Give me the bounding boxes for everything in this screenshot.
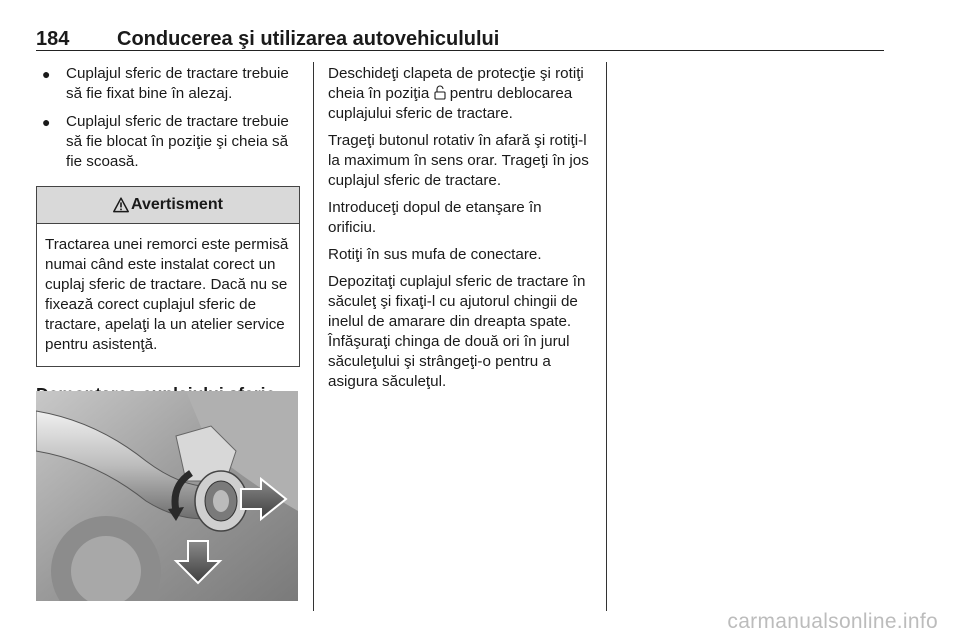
warning-text: Tractarea unei remorci este permisă numai când este instalat corect un cuplaj sferic de tractare. Dacă nu se fixează corect cuplajul sferic de tractare, apelaţi la un atelier service pentru asistenţă. bbox=[45, 236, 289, 353]
towbar-removal-illustration bbox=[36, 391, 298, 601]
column-divider-left bbox=[313, 62, 314, 611]
bullet-dot-icon: ● bbox=[42, 66, 51, 82]
instruction-paragraph: Introduceţi dopul de etanşare în orificiu. bbox=[328, 199, 542, 236]
instruction-paragraph: Depozitaţi cuplajul sferic de tractare în săculeţ şi fixaţi-l cu ajutorul chingii de inelul de amarare din dreapta spate. Înfăşuraţi chinga de două ori în jurul săculeţului şi strângeţi-o pentru a asigura săculeţul. bbox=[328, 273, 586, 390]
warning-title: Avertisment bbox=[131, 196, 223, 213]
bullet-dot-icon: ● bbox=[42, 114, 51, 130]
column-divider-right bbox=[606, 62, 607, 611]
chapter-title: Conducerea şi utilizarea autovehiculului bbox=[117, 28, 500, 50]
instruction-text: pentru deblocarea cuplajului sferic de tractare. bbox=[328, 85, 573, 122]
watermark: carmanualsonline.info bbox=[727, 610, 938, 633]
page-number: 184 bbox=[36, 28, 70, 50]
instruction-paragraph bbox=[328, 64, 592, 124]
bullet-item bbox=[36, 64, 300, 104]
instruction-text: Deschideţi clapeta de protecţie şi rotiţi cheia în poziţia bbox=[328, 65, 584, 102]
right-column bbox=[328, 64, 592, 399]
bullet-text: Cuplajul sferic de tractare trebuie să fie blocat în poziţie şi cheia să fie scoasă. bbox=[66, 113, 289, 170]
instruction-paragraph: Trageţi butonul rotativ în afară şi rotiţi-l la maximum în sens orar. Trageţi în jos cuplajul sferic de tractare. bbox=[328, 132, 589, 189]
page-header bbox=[36, 8, 884, 51]
warning-triangle-icon bbox=[113, 197, 129, 213]
instruction-paragraph: Rotiţi în sus mufa de conectare. bbox=[328, 246, 542, 263]
left-column bbox=[36, 64, 300, 427]
bullet-item bbox=[36, 112, 300, 172]
bullet-text: Cuplajul sferic de tractare trebuie să fie fixat bine în alezaj. bbox=[66, 65, 289, 102]
unlocked-padlock-icon bbox=[434, 85, 446, 100]
warning-header bbox=[37, 187, 299, 224]
warning-box bbox=[36, 186, 300, 367]
bullet-list bbox=[36, 64, 300, 172]
